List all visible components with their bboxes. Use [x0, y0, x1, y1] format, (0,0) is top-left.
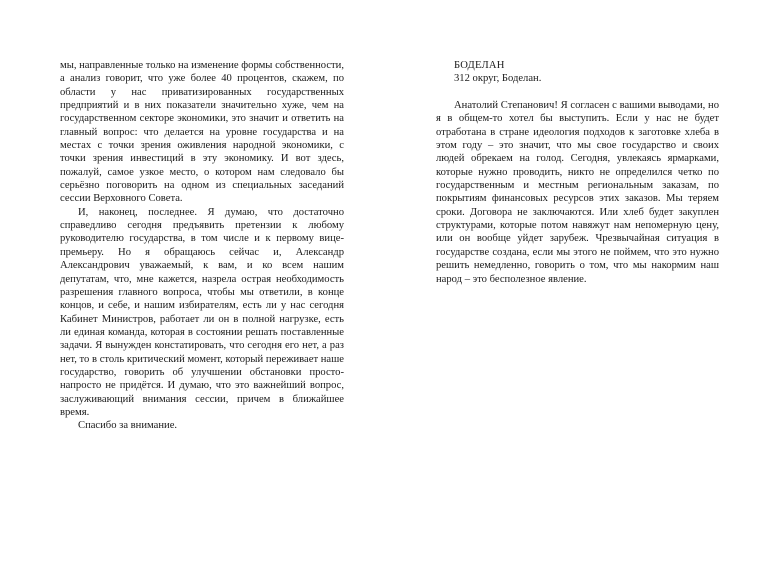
- paragraph: мы, направленные только на изменение формы собственности, а анализ говорит, что уже более 40 процентов, скажем, по области у нас приватизированных государственных предприятий и в них показатели значительно хуже, чем на государственном секторе экономики, это значит и ответить на главный вопрос: что делается на уровне государства и на местах с точки зрения оживления народной экономики, с точки зрения инвестиций в эту экономику. И вот здесь, пожалуй, самое узкое место, о котором нам следовало бы серьёзно поговорить на одном из специальных заседаний сессии Верховного Совета.: [60, 60, 344, 205]
- paragraph: И, наконец, последнее. Я думаю, что достаточно справедливо сегодня предъявить претензии к любому руководителю государства, в том числе и к первому вице-премьеру. Но я обращаюсь сейчас и, Александр Александрович уважаемый, к вам, и ко всем нашим депутатам, что, мне кажется, назрела острая необходимость разрешения главного вопроса, чтобы мы ответили, в конце концов, и себе, и нашим избирателям, есть ли у нас сегодня Кабинет Министров, работает ли он в полной нагрузке, есть ли единая команда, которая в состоянии решать поставленные задачи. Я вынужден констатировать, что сегодня его нет, а раз нет, то в столь критический момент, который переживает наше государство, говорить об улучшении обстановки просто-напросто не придётся. И думаю, что это важнейший вопрос, заслуживающий внимания сессии, причем в ближайшее время.: [60, 206, 344, 418]
- paragraph: Анатолий Степанович! Я согласен с вашими выводами, но я в общем-то хотел бы выступить. Если у нас не будет отработана в стране идеология подходов к заготовке хлеба в этом году – это значит, что мы свое государство и своих людей обрекаем на голод. Сегодня, увлекаясь ярмарками, которые нужно проводить, никто не определился четко по государственным и местным региональным заказам, по покрытиям финансовых ресурсов этих заказов. Мы теряем сроки. Договора не заключаются. Или хлеб будет закуплен структурами, которые потом навяжут нам непомерную цену, или он вообще уйдет зарубеж. Чрезвычайная ситуация в государстве создана, если мы этого не поймем, что это нужно решить немедленно, говорить о том, что мы накормим наш народ – это бесполезное явление.: [436, 100, 719, 285]
- speaker-district: 312 округ, Боделан.: [454, 73, 542, 85]
- closing-remark: Спасибо за внимание.: [78, 420, 178, 432]
- left-text-column: [60, 59, 344, 433]
- right-text-column: [436, 59, 719, 286]
- speaker-heading: [436, 59, 719, 86]
- right-page: [384, 0, 768, 575]
- speaker-name: БОДЕЛАН: [454, 60, 505, 71]
